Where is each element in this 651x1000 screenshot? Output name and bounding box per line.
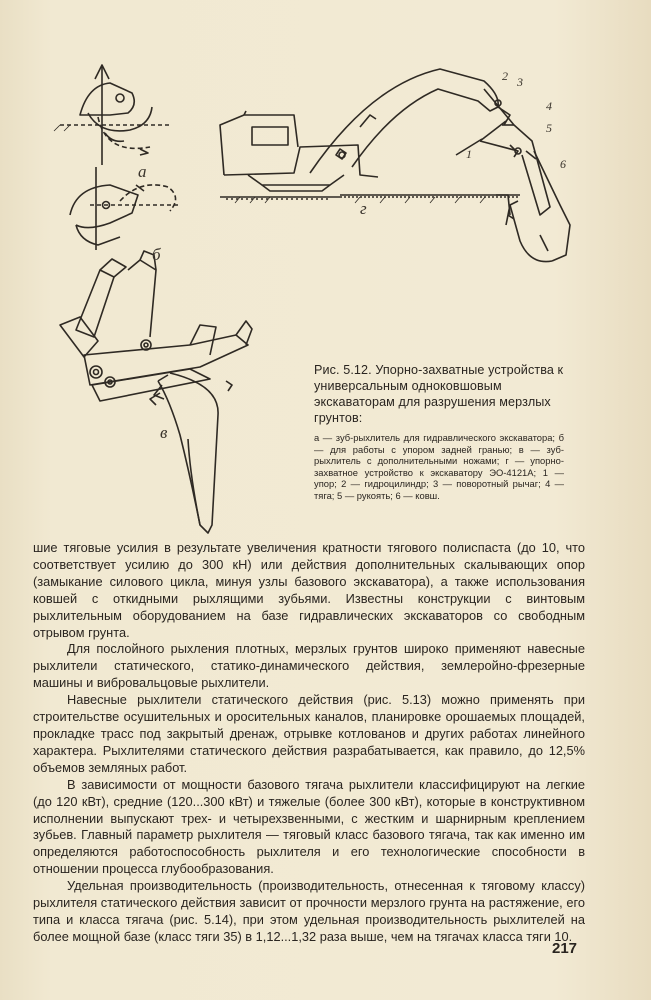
part-label-4: 4 [546, 99, 552, 113]
figure-label-a: а [138, 162, 147, 181]
drawing-b [70, 167, 180, 250]
page-number: 217 [552, 940, 578, 957]
paragraph-2: Для послойного рыхления плотных, мерзлых грунтов широко применяют навесные рыхлители статического, статико-динамического действия, землеройно-фрезерные машины и вибровальцовые рыхлители. [33, 641, 585, 691]
figure-label-b: б [152, 245, 161, 264]
part-label-1: 1 [466, 147, 472, 161]
figure-caption [314, 362, 564, 502]
drawing-g [220, 69, 570, 262]
figure-label-g: г [360, 199, 367, 218]
body-text [33, 540, 585, 946]
paragraph-5: Удельная производительность (производительность, отнесенная к тяговому классу) рыхлителя статического действия зависит от прочности мерзлого грунта на растяжение, его типа и класса тягача (рис. 5.14), при этом удельная производительность рыхлителей на более мощной базе (класс тяги 35) в 1,12...1,32 раза выше, чем на тягачах класса тяги 10. [33, 878, 585, 944]
paragraph-4: В зависимости от мощности базового тягача рыхлители классифицируют на легкие (до 120 кВт), средние (120...300 кВт) и тяжелые (более 300 кВт), которые в конструктивном исполнении выпускают трех- и четырехзвенными, с жестким и шарнирным креплением зубьев. Главный параметр рыхлителя — тяговый класс базового тягача, так как именно им определяются работоспособность рыхлителя и его технологические способности в отношении процесса глубообразования. [33, 776, 585, 877]
caption-legend: а — зуб-рыхлитель для гидравлического экскаватора; б — для работы с упором задней гранью; в — зуб-рыхлитель с дополнительными ножами; г — упорно-захватное устройство к экскаватору ЭО-4121А; 1 — упор; 2 — гидроцилиндр; 3 — поворотный рычаг; 4 — тяга; 5 — рукоять; 6 — ковш. [314, 432, 564, 501]
part-label-2: 2 [502, 69, 508, 83]
paragraph-1: шие тяговые усилия в результате увеличения кратности тягового полиспаста (до 10, что соответствует усилию до 300 кН) или действия дополнительных скалывающих опор (замыкание силового цикла, минуя узлы базового экскаватора), а также использования ковшей с откидными рыхлящими зубьями. Известны конструкции с винтовым рыхлительным оборудованием на базе гидравлических экскаваторов со свободным отрывом грунта. [33, 540, 585, 640]
part-label-5: 5 [546, 121, 552, 135]
paragraph-3: Навесные рыхлители статического действия (рис. 5.13) можно применять при строительстве осушительных и оросительных каналов, планировке орошаемых площадей, прокладке трасс под закрытый дренаж, отрывке котлованов и других работах линейного характера. Рыхлителями статического действия разрабатывается, как правило, до 12,5% объемов земляных работ. [33, 692, 585, 775]
part-label-3: 3 [517, 75, 523, 89]
drawing-a [60, 65, 170, 165]
caption-title: Рис. 5.12. Упорно-захватные устройства к универсальным одноковшовым экскаваторам для разрушения мерзлых грунтов: [314, 363, 564, 425]
drawing-v [60, 251, 252, 533]
figure-label-v: в [160, 423, 168, 442]
part-label-6: 6 [560, 157, 566, 171]
